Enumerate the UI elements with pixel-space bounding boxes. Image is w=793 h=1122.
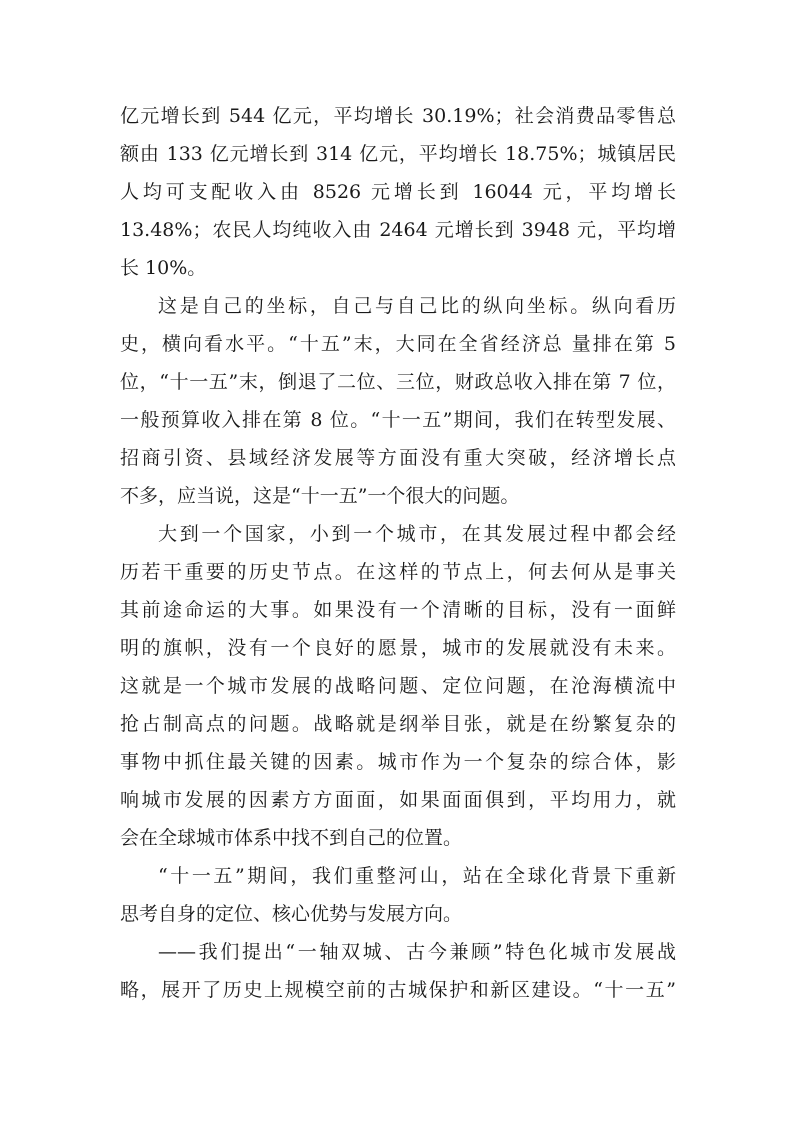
text-line: 额由 133 亿元增长到 314 亿元，平均增长 18.75%；城镇居民 bbox=[120, 143, 676, 165]
text-line: 13.48%；农民人均纯收入由 2464 元增长到 3948 元，平均增 bbox=[120, 219, 676, 241]
text-line: 史，横向看水平。“十五”末，大同在全省经济总 量排在第 5 bbox=[120, 333, 676, 355]
text-line: 明的旗帜，没有一个良好的愿景，城市的发展就没有未来。 bbox=[120, 637, 676, 659]
paragraph-first-line: ——我们提出“一轴双城、古今兼顾”特色化城市发展战 bbox=[158, 941, 676, 963]
text-line: 人均可支配收入由 8526 元增长到 16044 元，平均增长 bbox=[120, 181, 676, 203]
text-line: 抢占制高点的问题。战略就是纲举目张，就是在纷繁复杂的 bbox=[120, 713, 676, 735]
paragraph-first-line: 这是自己的坐标，自己与自己比的纵向坐标。纵向看历 bbox=[158, 295, 676, 317]
text-line: 一般预算收入排在第 8 位。“十一五”期间，我们在转型发展、 bbox=[120, 409, 676, 431]
text-line: 这就是一个城市发展的战略问题、定位问题，在沧海横流中 bbox=[120, 675, 676, 697]
text-line: 会在全球城市体系中找不到自己的位置。 bbox=[120, 827, 463, 849]
text-line: 历若干重要的历史节点。在这样的节点上，何去何从是事关 bbox=[120, 561, 676, 583]
text-line: 思考自身的定位、核心优势与发展方向。 bbox=[120, 903, 463, 925]
text-line: 亿元增长到 544 亿元，平均增长 30.19%；社会消费品零售总 bbox=[120, 105, 676, 127]
text-line: 招商引资、县域经济发展等方面没有重大突破，经济增长点 bbox=[120, 447, 676, 469]
text-line: 不多，应当说，这是“十一五”一个很大的问题。 bbox=[120, 485, 520, 507]
text-line: 略，展开了历史上规模空前的古城保护和新区建设。“十一五” bbox=[120, 979, 676, 1001]
text-line: 位，“十一五”末，倒退了二位、三位，财政总收入排在第 7 位， bbox=[120, 371, 676, 393]
paragraph-first-line: “十一五”期间，我们重整河山，站在全球化背景下重新 bbox=[158, 865, 676, 887]
text-line: 长 10%。 bbox=[120, 257, 207, 279]
text-line: 其前途命运的大事。如果没有一个清晰的目标，没有一面鲜 bbox=[120, 599, 676, 621]
paragraph-first-line: 大到一个国家，小到一个城市，在其发展过程中都会经 bbox=[158, 523, 676, 545]
text-line: 响城市发展的因素方方面面，如果面面俱到，平均用力，就 bbox=[120, 789, 676, 811]
text-line: 事物中抓住最关键的因素。城市作为一个复杂的综合体，影 bbox=[120, 751, 676, 773]
